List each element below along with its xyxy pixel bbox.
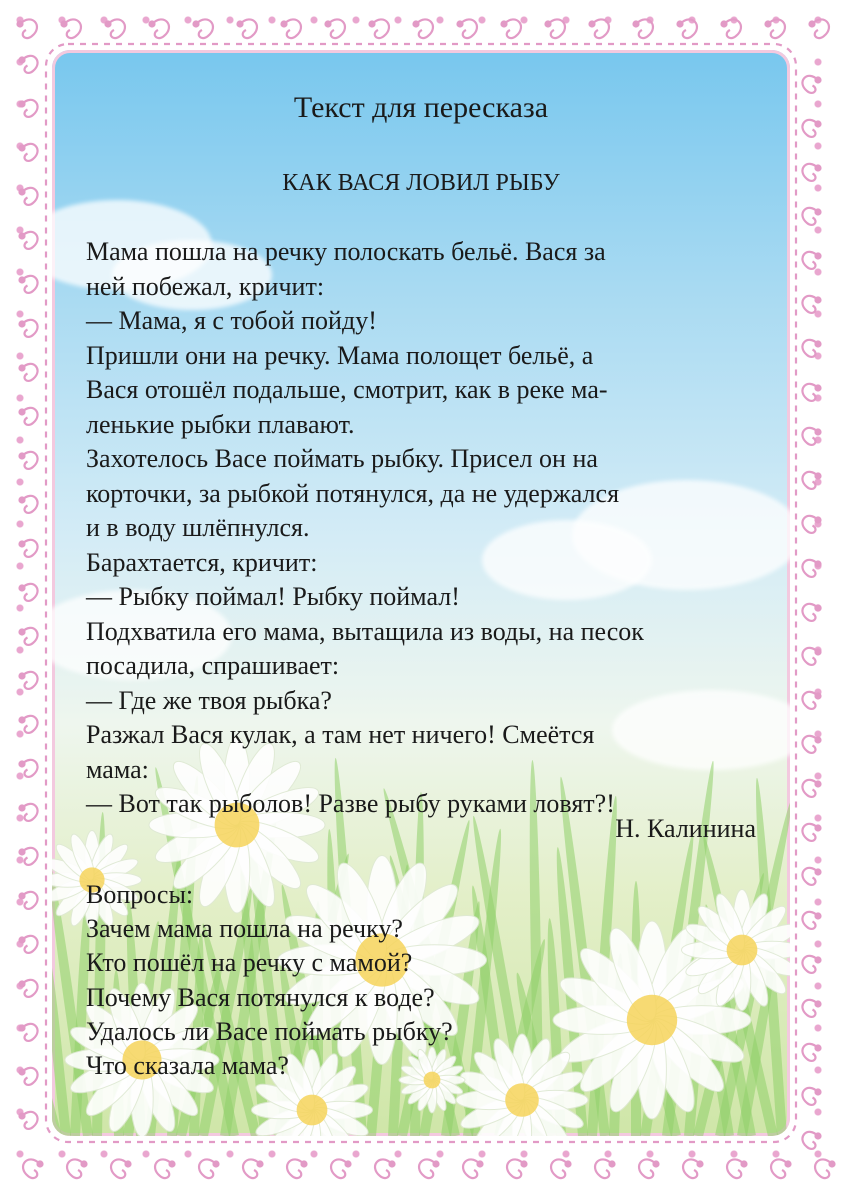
story-line: — Мама, я с тобой пойду! (86, 306, 377, 335)
story-line: Разжал Вася кулак, а там нет ничего! Смеётся (86, 720, 595, 749)
story-line: посадила, спрашивает: (86, 651, 340, 680)
question-item: Что сказала мама? (86, 1051, 289, 1081)
story-line: Пришли они на речку. Мама полощет бельё, а (86, 340, 594, 370)
story-line: ней побежал, кричит: (86, 271, 325, 301)
question-item: Кто пошёл на речку с мамой? (86, 948, 413, 978)
page-title: Текст для пересказа (293, 91, 549, 124)
story-line: Подхватила его мама, вытащила из воды, на песок (86, 616, 644, 646)
story-line: ленькие рыбки плавают. (86, 409, 355, 439)
story-text (86, 235, 766, 822)
story-line: Барахтается, кричит: (86, 547, 318, 577)
question-item: Удалось ли Васе поймать рыбку? (86, 1016, 453, 1046)
story-line: мама: (86, 754, 149, 784)
story-line: — Рыбку поймал! Рыбку поймал! (86, 582, 460, 611)
story-line: корточки, за рыбкой потянулся, да не удержался (86, 478, 620, 508)
story-line: Вася отошёл подальше, смотрит, как в реке ма- (86, 375, 608, 404)
story-title: КАК ВАСЯ ЛОВИЛ РЫБУ (282, 170, 560, 196)
story-line: и в воду шлёпнулся. (86, 513, 310, 542)
story-line: — Где же твоя рыбка? (86, 685, 332, 715)
question-item: Зачем мама пошла на речку? (86, 914, 403, 944)
questions-section (86, 878, 686, 1083)
author-name: Н. Калинина (615, 814, 756, 843)
questions-heading: Вопросы: (86, 880, 194, 909)
story-line: Захотелось Васе поймать рыбку. Присел он на (86, 444, 598, 473)
question-item: Почему Вася потянулся к воде? (86, 982, 435, 1012)
story-line: Мама пошла на речку полоскать бельё. Вася за (86, 237, 606, 266)
story-line: — Вот так рыболов! Разве рыбу руками ловят?! (86, 789, 615, 818)
